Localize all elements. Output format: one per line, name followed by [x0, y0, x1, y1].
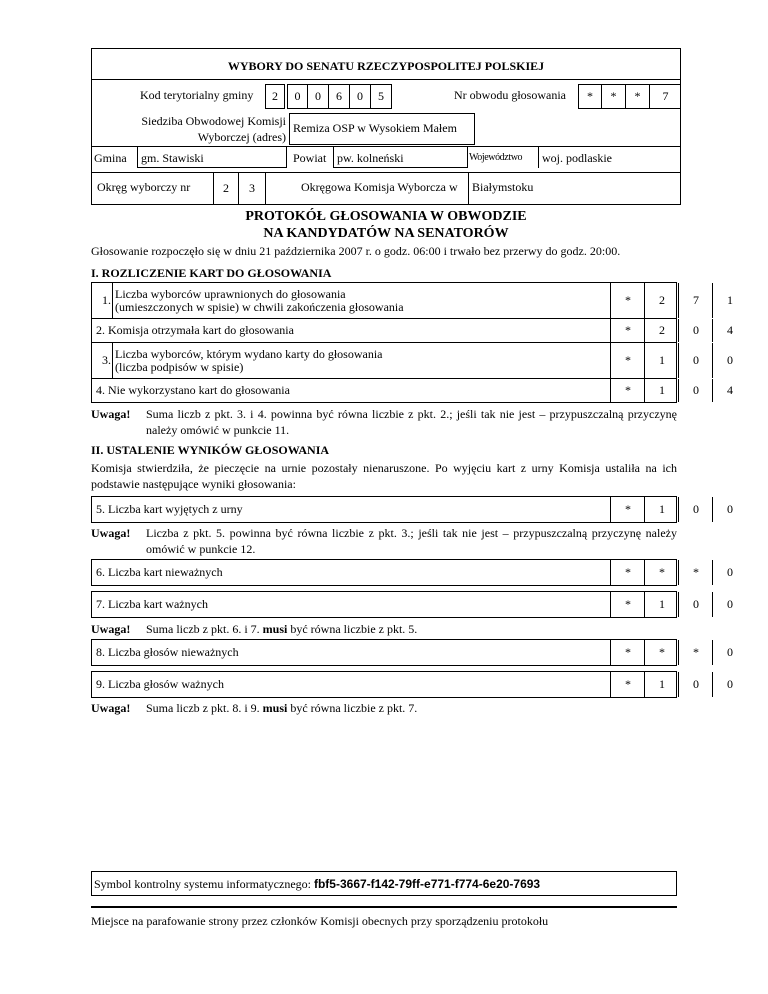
value-digit: 0: [678, 379, 713, 402]
election-title: WYBORY DO SENATU RZECZYPOSPOLITEJ POLSKIEJ: [227, 59, 545, 73]
row-number: 8.: [96, 645, 105, 659]
territorial-code-digit: 2: [265, 84, 285, 109]
territorial-code-digit: 0: [287, 84, 308, 109]
row-label: [112, 283, 613, 318]
value-digit: 4: [712, 319, 747, 342]
row-label: [92, 379, 614, 402]
value-digit: *: [678, 640, 713, 665]
table-row: [91, 318, 733, 343]
value-digit: *: [610, 592, 645, 617]
table-row: [91, 378, 733, 403]
wojewodztwo-value: woj. podlaskie: [542, 151, 612, 165]
district-number-label: Nr obwodu głosowania: [454, 88, 566, 102]
table-row: [91, 496, 733, 523]
protocol-title: [91, 208, 681, 242]
note-text: [146, 700, 677, 716]
row-label-text: Liczba głosów nieważnych: [108, 645, 239, 659]
note-text: Suma liczb z pkt. 3. i 4. powinna być równa liczbie z pkt. 2.; jeśli tak nie jest – przypuszczalną przyczynę należy omówić w punkcie 11.: [146, 407, 677, 437]
row-label: [92, 592, 614, 617]
row-label: [92, 672, 614, 697]
row-label: [92, 497, 614, 522]
value-digit: *: [610, 379, 645, 402]
row-label-text: Liczba kart wyjętych z urny: [108, 502, 243, 516]
table-row: [91, 671, 733, 698]
value-digit: 0: [678, 592, 713, 617]
value-digit: 0: [678, 497, 713, 522]
note-text-pre: Suma liczb z pkt. 6. i 7.: [146, 622, 263, 636]
value-digit: *: [610, 343, 645, 378]
value-digit: *: [610, 560, 645, 585]
okreg-label: Okręg wyborczy nr: [97, 180, 191, 194]
row-number: 2.: [96, 323, 105, 337]
territorial-code-label: Kod terytorialny gminy: [140, 88, 254, 102]
district-number-digit: *: [578, 84, 602, 109]
value-digit: 0: [712, 497, 747, 522]
seat-label: [96, 113, 286, 145]
seat-value: Remiza OSP w Wysokiem Małem: [293, 121, 457, 135]
value-digit: 0: [712, 592, 747, 617]
note-text-emphasis: musi: [262, 622, 288, 636]
table-row: [91, 282, 733, 319]
note-text: Liczba z pkt. 5. powinna być równa liczbie z pkt. 3.; jeśli tak nie jest – przypuszczalną przyczynę należy omówić w punkcie 12.: [146, 526, 677, 556]
value-digit: 1: [644, 497, 679, 522]
row-number: 6.: [96, 565, 105, 579]
value-digit: 2: [644, 283, 679, 318]
gmina-value: gm. Stawiski: [141, 151, 204, 165]
value-digit: 0: [678, 672, 713, 697]
voting-period: Głosowanie rozpoczęło się w dniu 21 października 2007 r. o godz. 06:00 i trwało bez przerwy do godz. 20:00.: [91, 244, 621, 258]
value-digit: 7: [678, 283, 713, 318]
note-text: [146, 621, 677, 637]
value-digit: 0: [712, 560, 747, 585]
value-digit: *: [610, 497, 645, 522]
row-number: 4.: [96, 383, 105, 397]
value-digit: 0: [678, 343, 713, 378]
value-digit: 1: [644, 343, 679, 378]
territorial-code-digit: 0: [308, 84, 329, 109]
row-number: 9.: [96, 677, 105, 691]
row-label: [92, 319, 614, 342]
value-digit: *: [610, 319, 645, 342]
row-label: [112, 343, 613, 378]
value-digit: 4: [712, 379, 747, 402]
row-number: 7.: [96, 597, 105, 611]
section-1-heading: I. ROZLICZENIE KART DO GŁOSOWANIA: [91, 266, 332, 280]
note-text-post: być równa liczbie z pkt. 7.: [287, 701, 418, 715]
row-label-text: Komisja otrzymała kart do głosowania: [108, 323, 294, 337]
note-row-7: [91, 621, 677, 639]
note-label: Uwaga!: [91, 526, 131, 540]
row-label: [92, 560, 614, 585]
value-digit: *: [610, 640, 645, 665]
row-label: [92, 640, 614, 665]
okw-label: Okręgowa Komisja Wyborcza w: [301, 180, 458, 194]
value-digit: *: [644, 560, 679, 585]
row-label-line1: Liczba wyborców, którym wydano karty do głosowania: [115, 346, 383, 361]
note-text-post: być równa liczbie z pkt. 5.: [287, 622, 418, 636]
okreg-digit: 3: [239, 173, 266, 204]
okreg-digit: 2: [213, 173, 239, 204]
table-row: [91, 342, 733, 379]
value-digit: *: [610, 283, 645, 318]
value-digit: *: [610, 672, 645, 697]
row-number: 5.: [96, 502, 105, 516]
row-label-line2: (liczba podpisów w spisie): [115, 359, 244, 374]
value-digit: 2: [644, 319, 679, 342]
control-symbol-value: fbf5-3667-f142-79ff-e771-f774-6e20-7693: [313, 877, 541, 891]
protocol-title-line1: PROTOKÓŁ GŁOSOWANIA W OBWODZIE: [245, 209, 527, 224]
district-number-digit: *: [626, 84, 650, 109]
value-digit: 1: [712, 283, 747, 318]
value-digit: 0: [712, 343, 747, 378]
row-number: 1.: [102, 293, 111, 307]
row-label-text: Nie wykorzystano kart do głosowania: [108, 383, 290, 397]
territorial-code-digit: 5: [371, 84, 392, 109]
value-digit: 0: [712, 672, 747, 697]
row-number: 3.: [102, 353, 111, 367]
note-row-5: [91, 525, 677, 559]
note-label: Uwaga!: [91, 701, 131, 715]
initials-note: Miejsce na parafowanie strony przez członków Komisji obecnych przy sporządzeniu protokołu: [91, 914, 549, 928]
wojewodztwo-label: Województwo: [469, 152, 523, 163]
table-row: [91, 591, 733, 618]
okw-value: Białymstoku: [472, 180, 534, 194]
control-symbol: [94, 877, 540, 892]
section-2-intro: Komisja stwierdziła, że pieczęcie na urnie pozostały nienaruszone. Po wyjęciu kart z urny Komisja ustaliła na ich podstawie następujące wyniki głosowania:: [91, 461, 677, 491]
note-text-emphasis: musi: [262, 701, 288, 715]
seat-label-line2: Wyborczej (adres): [197, 130, 286, 144]
section-2-heading: II. USTALENIE WYNIKÓW GŁOSOWANIA: [91, 443, 330, 457]
powiat-label: Powiat: [293, 151, 327, 165]
row-label-line2: (umieszczonych w spisie) w chwili zakończenia głosowania: [115, 299, 404, 314]
gmina-label: Gmina: [94, 151, 127, 165]
territorial-code-digit: 6: [329, 84, 350, 109]
value-digit: *: [644, 640, 679, 665]
table-row: [91, 639, 733, 666]
value-digit: 0: [678, 319, 713, 342]
value-digit: 1: [644, 592, 679, 617]
note-text-pre: Suma liczb z pkt. 8. i 9.: [146, 701, 263, 715]
value-digit: *: [678, 560, 713, 585]
divider: [91, 906, 677, 908]
note-section-1: [91, 406, 677, 440]
row-label-text: Liczba kart ważnych: [108, 597, 208, 611]
district-number-digit: *: [602, 84, 626, 109]
district-number-digit: 7: [650, 84, 681, 109]
row-label-text: Liczba głosów ważnych: [108, 677, 224, 691]
value-digit: 1: [644, 379, 679, 402]
value-digit: 1: [644, 672, 679, 697]
row-label-line1: Liczba wyborców uprawnionych do głosowania: [115, 286, 346, 301]
territorial-code-digit: 0: [350, 84, 371, 109]
note-row-9: [91, 700, 677, 718]
protocol-title-line2: NA KANDYDATÓW NA SENATORÓW: [263, 226, 509, 241]
value-digit: 0: [712, 640, 747, 665]
note-label: Uwaga!: [91, 622, 131, 636]
control-symbol-label: Symbol kontrolny systemu informatycznego:: [94, 877, 311, 891]
powiat-value: pw. kolneński: [337, 151, 404, 165]
table-row: [91, 559, 733, 586]
seat-label-line1: Siedziba Obwodowej Komisji: [141, 114, 286, 128]
row-label-text: Liczba kart nieważnych: [108, 565, 223, 579]
note-label: Uwaga!: [91, 407, 131, 421]
